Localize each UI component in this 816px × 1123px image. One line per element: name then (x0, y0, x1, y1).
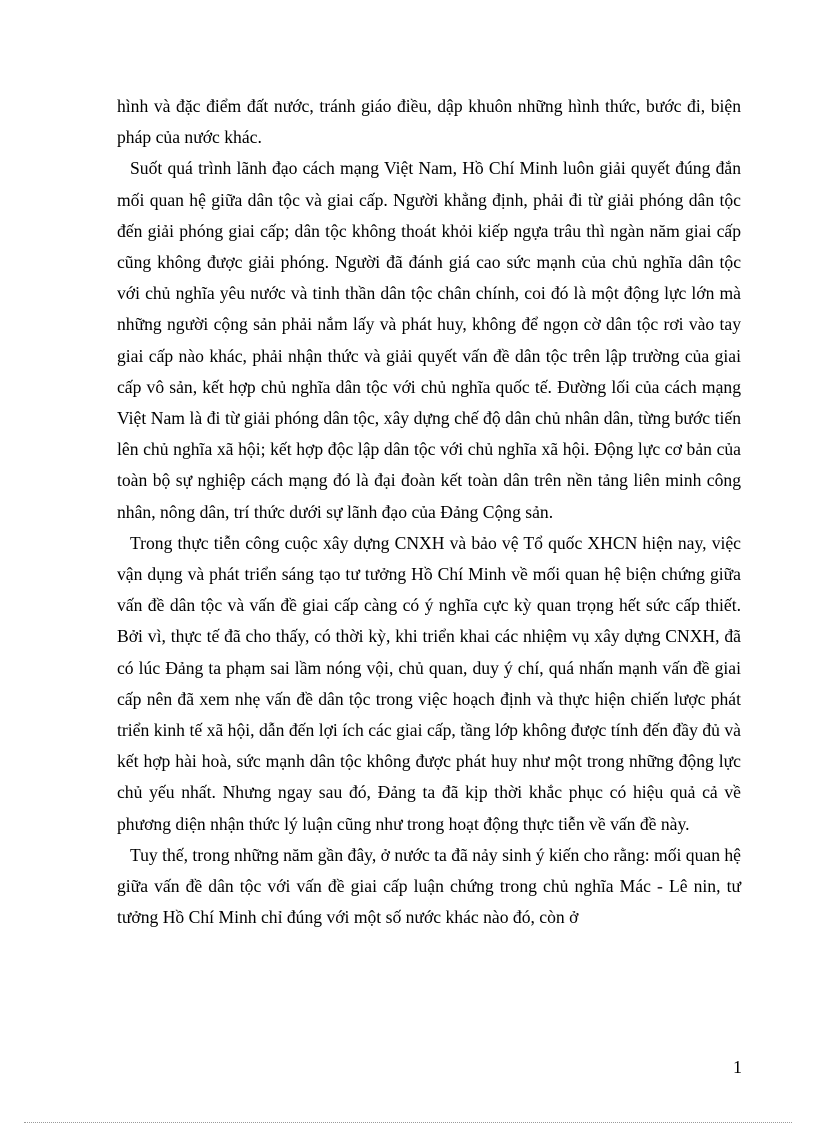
paragraph: hình và đặc điểm đất nước, tránh giáo điều, dập khuôn những hình thức, bước đi, biện pháp của nước khác. (117, 96, 741, 148)
paragraph: Trong thực tiễn công cuộc xây dựng CNXH và bảo vệ Tổ quốc XHCN hiện nay, việc vận dụng và phát triển sáng tạo tư tưởng Hồ Chí Minh về mối quan hệ biện chứng giữa vấn đề dân tộc và vấn đề giai cấp càng có ý nghĩa cực kỳ quan trọng hết sức cấp thiết. Bởi vì, thực tế đã cho thấy, có thời kỳ, khi triển khai các nhiệm vụ xây dựng CNXH, đã có lúc Đảng ta phạm sai lầm nóng vội, chủ quan, duy ý chí, quá nhấn mạnh vấn đề giai cấp nên đã xem nhẹ vấn đề dân tộc trong việc hoạch định và thực hiện chiến lược phát triển kinh tế xã hội, dẫn đến lợi ích các giai cấp, tầng lớp không được tính đến đầy đủ và kết hợp hài hoà, sức mạnh dân tộc không được phát huy như một trong những động lực chủ yếu nhất. Nhưng ngay sau đó, Đảng ta đã kịp thời khắc phục có hiệu quả cả về phương diện nhận thức lý luận cũng như trong hoạt động thực tiễn về vấn đề này. (117, 532, 741, 834)
document-body (117, 91, 741, 933)
page-number: 1 (733, 1057, 742, 1077)
paragraph: Suốt quá trình lãnh đạo cách mạng Việt Nam, Hồ Chí Minh luôn giải quyết đúng đắn mối quan hệ giữa dân tộc và giai cấp. Người khẳng định, phải đi từ giải phóng dân tộc đến giải phóng giai cấp; dân tộc không thoát khỏi kiếp ngựa trâu thì ngàn năm giai cấp cũng không được giải phóng. Người đã đánh giá cao sức mạnh của chủ nghĩa dân tộc với chủ nghĩa yêu nước và tinh thần dân tộc chân chính, coi đó là một động lực lớn mà những người cộng sản phải nắm lấy và phát huy, không để ngọn cờ dân tộc rơi vào tay giai cấp nào khác, phải nhận thức và giải quyết vấn đề dân tộc trên lập trường của giai cấp vô sản, kết hợp chủ nghĩa dân tộc với chủ nghĩa quốc tế. Đường lối của cách mạng Việt Nam là đi từ giải phóng dân tộc, xây dựng chế độ dân chủ nhân dân, từng bước tiến lên chủ nghĩa xã hội; kết hợp độc lập dân tộc với chủ nghĩa xã hội. Động lực cơ bản của toàn bộ sự nghiệp cách mạng đó là đại đoàn kết toàn dân trên nền tảng liên minh công nhân, nông dân, trí thức dưới sự lãnh đạo của Đảng Cộng sản. (117, 158, 741, 522)
paragraph: Tuy thế, trong những năm gần đây, ở nước ta đã nảy sinh ý kiến cho rằng: mối quan hệ giữa vấn đề dân tộc với vấn đề giai cấp luận chứng trong chủ nghĩa Mác - Lê nin, tư tưởng Hồ Chí Minh chỉ đúng với một số nước khác nào đó, còn ở (117, 844, 741, 928)
